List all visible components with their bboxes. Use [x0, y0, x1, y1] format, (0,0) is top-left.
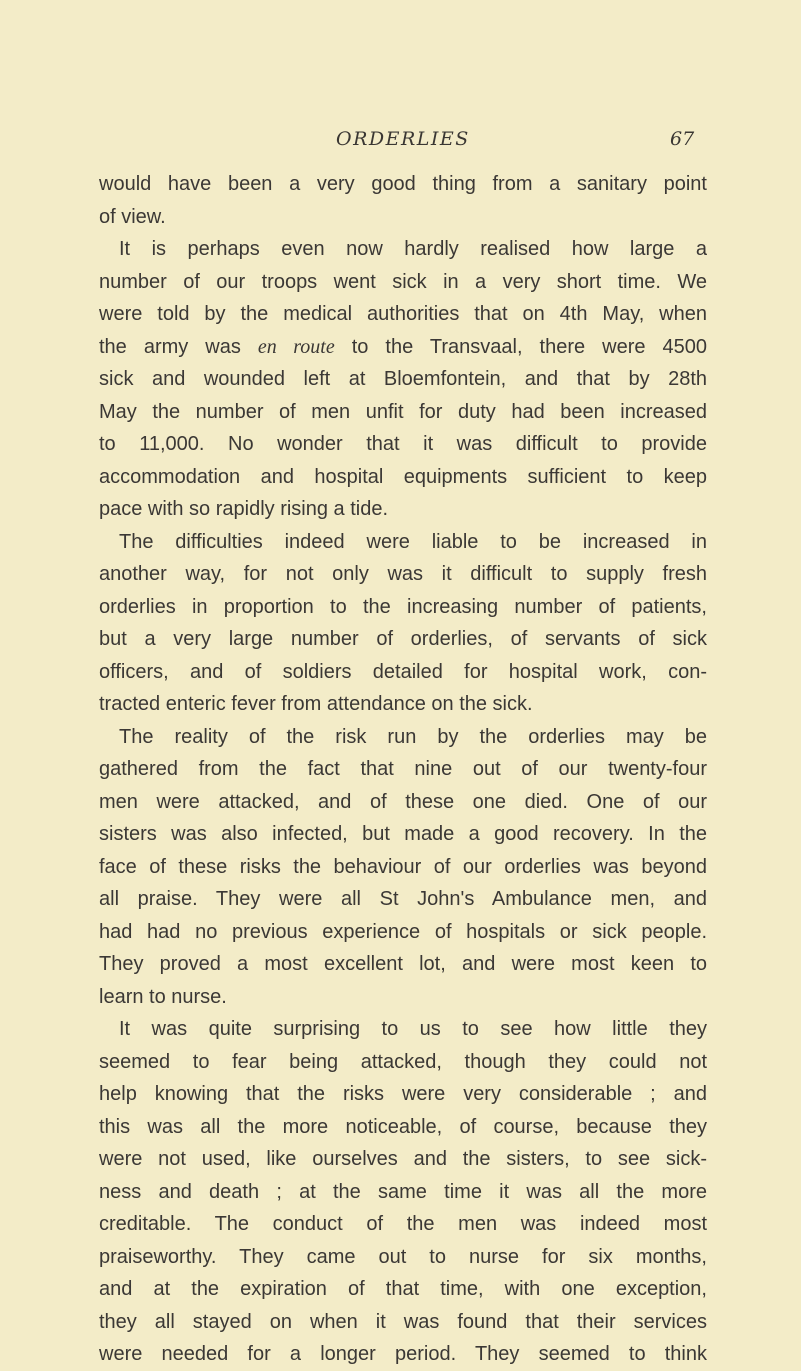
text-line: officers, and of soldiers detailed for hospital work, con- [99, 660, 707, 683]
page-number: 67 [670, 128, 695, 150]
text-line: learn to nurse. [99, 985, 227, 1008]
text-line: help knowing that the risks were very considerable ; and [99, 1083, 707, 1105]
text-fragment: to the Transvaal, there were 4500 [351, 335, 707, 358]
text-line: and at the expiration of that time, with one exception, [99, 1278, 707, 1300]
text-line: orderlies in proportion to the increasing number of patients, [99, 595, 707, 618]
text-fragment: the army was [99, 335, 241, 358]
text-line: were told by the medical authorities that on 4th May, when [99, 303, 707, 325]
italic-phrase: en route [257, 335, 335, 358]
text-line: all praise. They were all St John's Ambulance men, and [99, 888, 707, 910]
text-line: to 11,000. No wonder that it was difficult to provide [99, 433, 707, 455]
text-line: May the number of men unfit for duty had been increased [99, 400, 707, 423]
text-line [99, 331, 707, 364]
text-line: tracted enteric fever from attendance on the sick. [99, 693, 533, 715]
text-line: were not used, like ourselves and the sisters, to see sick- [99, 1148, 707, 1170]
text-line: men were attacked, and of these one died. One of our [99, 790, 707, 813]
text-line: but a very large number of orderlies, of servants of sick [99, 628, 707, 650]
text-line: ness and death ; at the same time it was all the more [99, 1180, 707, 1203]
text-line: another way, for not only was it difficult to supply fresh [99, 563, 707, 585]
paragraph-start-line: The difficulties indeed were liable to be increased in [119, 530, 707, 553]
text-line: had had no previous experience of hospitals or sick people. [99, 920, 707, 943]
text-line: sick and wounded left at Bloemfontein, and that by 28th [99, 368, 707, 390]
text-line: creditable. The conduct of the men was indeed most [99, 1213, 707, 1235]
paragraph-start-line: The reality of the risk run by the orderlies may be [119, 725, 707, 748]
text-line: were needed for a longer period. They seemed to think [99, 1343, 707, 1365]
text-line: face of these risks the behaviour of our orderlies was beyond [99, 855, 707, 878]
text-line: number of our troops went sick in a very short time. We [99, 270, 707, 293]
text-line: They proved a most excellent lot, and were most keen to [99, 953, 707, 975]
running-head [0, 128, 801, 158]
text-line: of view. [99, 205, 166, 228]
text-line: gathered from the fact that nine out of our twenty-four [99, 758, 707, 780]
text-line: praiseworthy. They came out to nurse for six months, [99, 1245, 707, 1268]
text-line: pace with so rapidly rising a tide. [99, 498, 389, 520]
body-text [99, 168, 707, 1371]
text-line: this was all the more noticeable, of course, because they [99, 1115, 707, 1138]
paragraph-start-line: It was quite surprising to us to see how little they [119, 1018, 707, 1040]
text-line: accommodation and hospital equipments sufficient to keep [99, 465, 707, 488]
text-line: would have been a very good thing from a sanitary point [99, 173, 707, 195]
paragraph-start-line: It is perhaps even now hardly realised how large a [119, 238, 707, 260]
text-line: sisters was also infected, but made a good recovery. In the [99, 823, 707, 845]
text-line: seemed to fear being attacked, though they could not [99, 1050, 707, 1073]
chapter-title: ORDERLIES [336, 128, 470, 150]
text-line: they all stayed on when it was found that their services [99, 1310, 707, 1333]
